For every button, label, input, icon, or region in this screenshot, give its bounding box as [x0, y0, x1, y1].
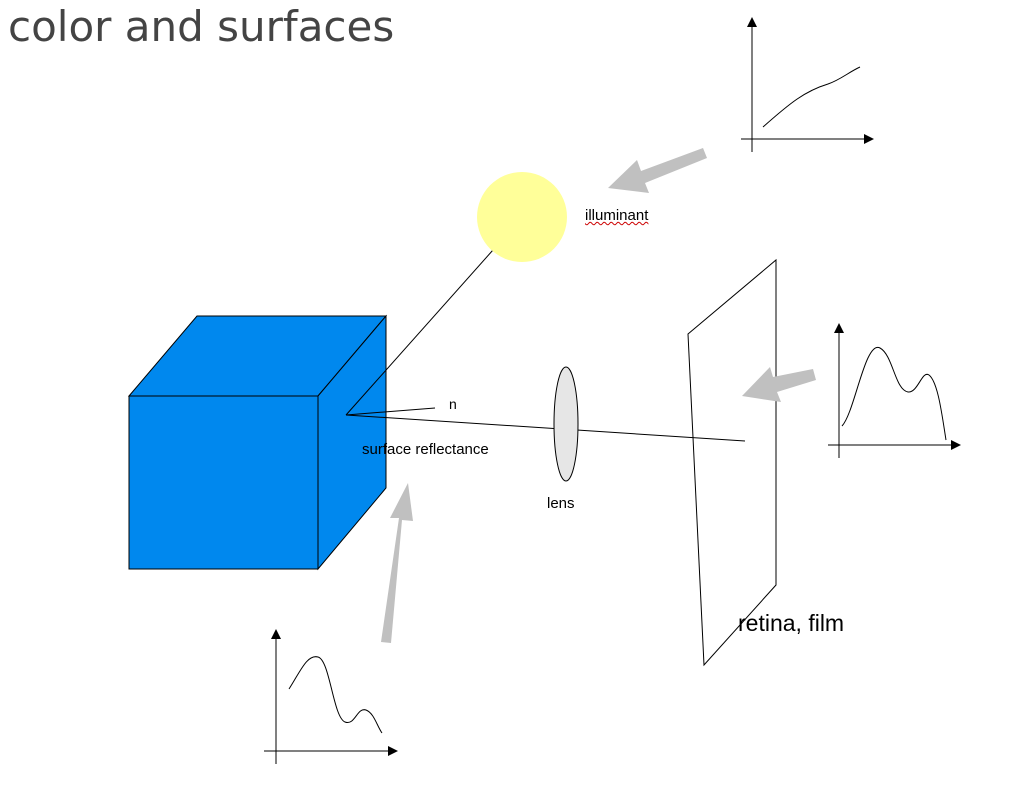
illuminant-sun-icon [477, 172, 567, 262]
reflectance-spectrum-plot [264, 630, 397, 764]
illuminant-pointer-arrow [608, 148, 707, 193]
lens-label: lens [547, 495, 575, 512]
sensor-spectrum-curve [842, 347, 946, 440]
cube-front-face [129, 396, 318, 569]
illuminant-label [585, 207, 648, 224]
retina-film-label: retina, film [738, 610, 845, 636]
lens-icon [554, 367, 578, 481]
reflected-ray [346, 415, 745, 441]
retina-film-plane [688, 260, 776, 665]
surface-reflectance-label: surface reflectance [362, 441, 489, 458]
illuminant-spectrum-curve [763, 67, 860, 127]
normal-label: n [449, 396, 457, 412]
slide-title: color and surfaces [8, 2, 395, 51]
sensor-pointer-arrow [742, 367, 816, 402]
sensor-spectrum-plot [828, 324, 960, 458]
surface-pointer-arrow [381, 483, 413, 643]
surface-cube [129, 316, 386, 569]
illuminant-spectrum-plot [741, 18, 873, 152]
illuminant-label-text: illuminant [585, 207, 649, 224]
reflectance-spectrum-curve [289, 657, 382, 733]
